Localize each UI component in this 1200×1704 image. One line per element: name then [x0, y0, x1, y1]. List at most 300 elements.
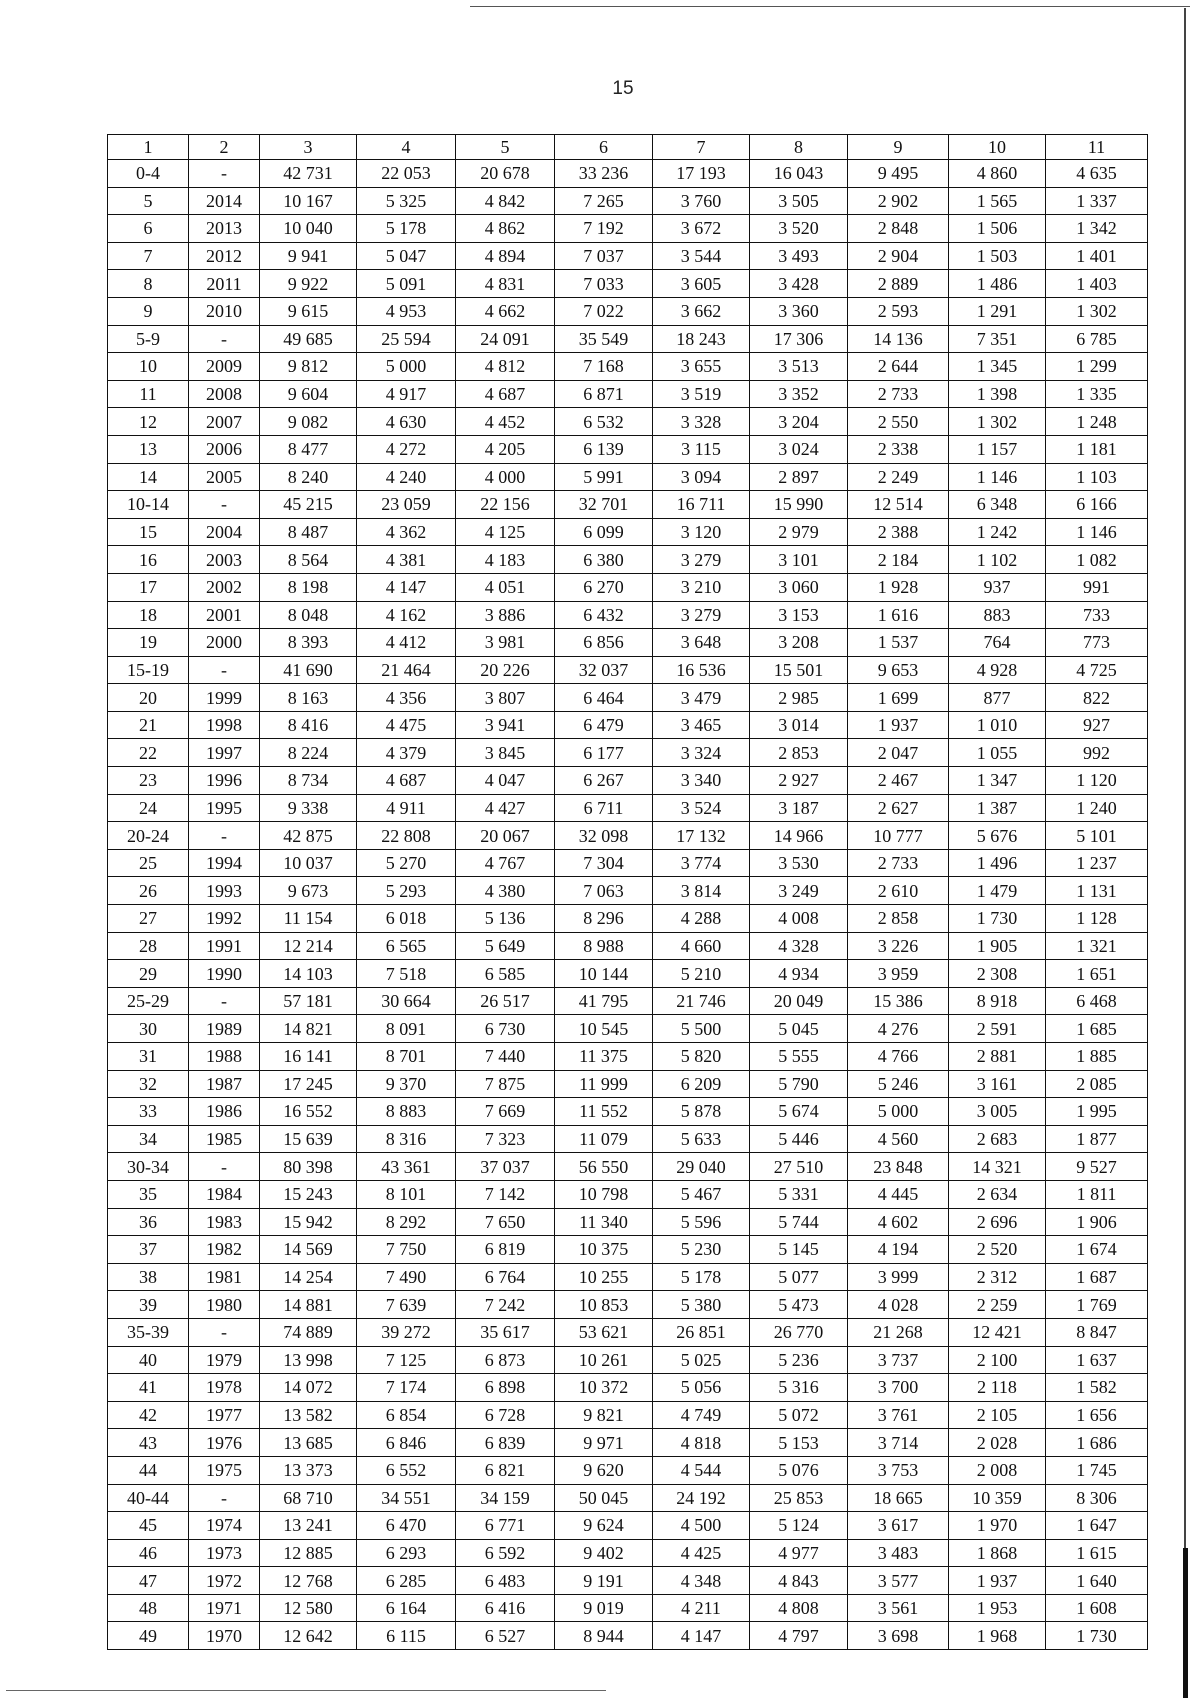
table-cell: 2 184	[848, 546, 949, 574]
table-cell: 4 808	[750, 1594, 848, 1622]
table-cell: 2 683	[949, 1125, 1046, 1153]
table-cell: 18	[108, 601, 189, 629]
table-cell: 1 565	[949, 187, 1046, 215]
table-cell: 20-24	[108, 822, 189, 850]
table-cell: 4 894	[456, 242, 555, 270]
table-row	[108, 1208, 1148, 1236]
table-cell: 3 981	[456, 629, 555, 657]
table-cell: 17 132	[653, 822, 750, 850]
scan-edge-bottom	[6, 1690, 606, 1691]
table-cell: 5 467	[653, 1180, 750, 1208]
table-cell: 1 582	[1046, 1374, 1148, 1402]
table-cell: 39	[108, 1291, 189, 1319]
table-cell: 7 037	[555, 242, 653, 270]
table-cell: 2 008	[949, 1456, 1046, 1484]
table-cell: 25	[108, 849, 189, 877]
table-cell: 5 878	[653, 1098, 750, 1126]
table-cell: 7 750	[357, 1236, 456, 1264]
table-cell: 1999	[189, 684, 260, 712]
table-cell: 43	[108, 1429, 189, 1457]
table-row	[108, 601, 1148, 629]
table-cell: 5 674	[750, 1098, 848, 1126]
table-cell: 9 402	[555, 1539, 653, 1567]
table-cell: 1 995	[1046, 1098, 1148, 1126]
table-cell: 24 192	[653, 1484, 750, 1512]
header-cell: 3	[260, 135, 357, 160]
table-cell: -	[189, 160, 260, 188]
table-row	[108, 160, 1148, 188]
table-cell: 22	[108, 739, 189, 767]
table-cell: 5 991	[555, 463, 653, 491]
table-cell: 5 091	[357, 270, 456, 298]
table-cell: 3 761	[848, 1401, 949, 1429]
table-cell: 1 248	[1046, 408, 1148, 436]
table-cell: 7 669	[456, 1098, 555, 1126]
table-cell: 7 168	[555, 353, 653, 381]
table-row	[108, 325, 1148, 353]
table-cell: 1 242	[949, 518, 1046, 546]
table-cell: 10 777	[848, 822, 949, 850]
table-cell: 5 178	[357, 215, 456, 243]
table-cell: 10-14	[108, 491, 189, 519]
table-row	[108, 1318, 1148, 1346]
table-cell: 3 519	[653, 380, 750, 408]
table-cell: 1981	[189, 1263, 260, 1291]
table-cell: 40-44	[108, 1484, 189, 1512]
table-cell: 13 582	[260, 1401, 357, 1429]
table-cell: 991	[1046, 573, 1148, 601]
table-cell: 3 753	[848, 1456, 949, 1484]
table-cell: 6 177	[555, 739, 653, 767]
table-cell: 14	[108, 463, 189, 491]
table-cell: 2 897	[750, 463, 848, 491]
table-row	[108, 1512, 1148, 1540]
table-row	[108, 1236, 1148, 1264]
table-cell: 4 288	[653, 905, 750, 933]
table-cell: 4 452	[456, 408, 555, 436]
table-cell: 3 161	[949, 1070, 1046, 1098]
table-cell: 12 214	[260, 932, 357, 960]
table-cell: 733	[1046, 601, 1148, 629]
table-cell: 7 174	[357, 1374, 456, 1402]
table-cell: 0-4	[108, 160, 189, 188]
table-cell: 15	[108, 518, 189, 546]
table-cell: 12 580	[260, 1594, 357, 1622]
table-cell: 6 728	[456, 1401, 555, 1429]
table-cell: 1972	[189, 1567, 260, 1595]
table-cell: 15 990	[750, 491, 848, 519]
table-cell: 8 224	[260, 739, 357, 767]
table-cell: 1982	[189, 1236, 260, 1264]
table-cell: 1 299	[1046, 353, 1148, 381]
table-cell: 764	[949, 629, 1046, 657]
table-cell: 7 022	[555, 297, 653, 325]
table-cell: 4 380	[456, 877, 555, 905]
table-cell: 2002	[189, 573, 260, 601]
table-cell: 43 361	[357, 1153, 456, 1181]
table-row	[108, 1125, 1148, 1153]
table-cell: 8 416	[260, 711, 357, 739]
table-row	[108, 1484, 1148, 1512]
table-cell: 9 527	[1046, 1153, 1148, 1181]
table-cell: 21	[108, 711, 189, 739]
table-cell: 1 637	[1046, 1346, 1148, 1374]
table-cell: 1 608	[1046, 1594, 1148, 1622]
table-cell: 12 642	[260, 1622, 357, 1650]
table-cell: 4 240	[357, 463, 456, 491]
table-cell: 2 593	[848, 297, 949, 325]
table-cell: 1993	[189, 877, 260, 905]
table-cell: 26 517	[456, 987, 555, 1015]
table-cell: 1978	[189, 1374, 260, 1402]
table-cell: 6 293	[357, 1539, 456, 1567]
table-row	[108, 1346, 1148, 1374]
table-cell: 11 375	[555, 1043, 653, 1071]
table-cell: 5 633	[653, 1125, 750, 1153]
table-cell: 3 530	[750, 849, 848, 877]
table-cell: 3 760	[653, 187, 750, 215]
table-cell: 2 312	[949, 1263, 1046, 1291]
table-cell: 14 821	[260, 1015, 357, 1043]
table-cell: 11 079	[555, 1125, 653, 1153]
table-cell: 3 845	[456, 739, 555, 767]
table-cell: 42 875	[260, 822, 357, 850]
table-cell: 4 162	[357, 601, 456, 629]
table-cell: 2 591	[949, 1015, 1046, 1043]
table-row	[108, 546, 1148, 574]
table-cell: 29	[108, 960, 189, 988]
table-cell: 9 812	[260, 353, 357, 381]
table-cell: -	[189, 656, 260, 684]
table-cell: 2 118	[949, 1374, 1046, 1402]
table-cell: 1 146	[1046, 518, 1148, 546]
table-cell: 4 425	[653, 1539, 750, 1567]
table-cell: 2 308	[949, 960, 1046, 988]
table-cell: 11 552	[555, 1098, 653, 1126]
table-cell: 937	[949, 573, 1046, 601]
table-cell: 29 040	[653, 1153, 750, 1181]
table-cell: 1 291	[949, 297, 1046, 325]
table-row	[108, 877, 1148, 905]
table-cell: 4 147	[357, 573, 456, 601]
table-cell: 10 261	[555, 1346, 653, 1374]
table-cell: 5 596	[653, 1208, 750, 1236]
table-cell: 13 241	[260, 1512, 357, 1540]
table-cell: 1 398	[949, 380, 1046, 408]
table-cell: 41 690	[260, 656, 357, 684]
table-cell: 1 479	[949, 877, 1046, 905]
table-cell: 5 649	[456, 932, 555, 960]
table-cell: 30	[108, 1015, 189, 1043]
table-cell: 1 953	[949, 1594, 1046, 1622]
table-cell: 3 465	[653, 711, 750, 739]
table-cell: 9 370	[357, 1070, 456, 1098]
table-cell: 4 183	[456, 546, 555, 574]
table-cell: 6 856	[555, 629, 653, 657]
table-cell: 24	[108, 794, 189, 822]
table-cell: 9	[108, 297, 189, 325]
table-cell: 41 795	[555, 987, 653, 1015]
table-cell: 25 594	[357, 325, 456, 353]
table-cell: 2003	[189, 546, 260, 574]
table-cell: 27 510	[750, 1153, 848, 1181]
table-cell: 24 091	[456, 325, 555, 353]
table-cell: 1 811	[1046, 1180, 1148, 1208]
table-cell: -	[189, 1318, 260, 1346]
table-cell: 7 063	[555, 877, 653, 905]
table-cell: 42 731	[260, 160, 357, 188]
table-cell: 3 698	[848, 1622, 949, 1650]
scan-edge-right-shadow	[1183, 1548, 1188, 1698]
table-cell: 1973	[189, 1539, 260, 1567]
table-row	[108, 1567, 1148, 1595]
table-cell: 7 490	[357, 1263, 456, 1291]
table-cell: 3 577	[848, 1567, 949, 1595]
table-row	[108, 1180, 1148, 1208]
table-cell: 9 019	[555, 1594, 653, 1622]
table-row	[108, 987, 1148, 1015]
table-cell: 23 059	[357, 491, 456, 519]
table-cell: 5	[108, 187, 189, 215]
table-cell: 4 000	[456, 463, 555, 491]
table-cell: 4 147	[653, 1622, 750, 1650]
table-cell: 4 475	[357, 711, 456, 739]
table-cell: 6 464	[555, 684, 653, 712]
table-cell: 35-39	[108, 1318, 189, 1346]
table-cell: 21 746	[653, 987, 750, 1015]
table-cell: 35 617	[456, 1318, 555, 1346]
table-cell: 4 205	[456, 435, 555, 463]
table-cell: 34 551	[357, 1484, 456, 1512]
table-cell: 2 085	[1046, 1070, 1148, 1098]
table-cell: 5 045	[750, 1015, 848, 1043]
table-cell: 5 293	[357, 877, 456, 905]
table-cell: 13 373	[260, 1456, 357, 1484]
table-cell: 5 000	[357, 353, 456, 381]
table-cell: 13 685	[260, 1429, 357, 1457]
table-cell: 4 362	[357, 518, 456, 546]
table-row	[108, 270, 1148, 298]
table-cell: 1 496	[949, 849, 1046, 877]
table-cell: 2004	[189, 518, 260, 546]
table-cell: 6	[108, 215, 189, 243]
table-cell: 1 055	[949, 739, 1046, 767]
table-cell: 8 988	[555, 932, 653, 960]
table-cell: 1 905	[949, 932, 1046, 960]
table-body	[108, 135, 1148, 1650]
table-cell: 5-9	[108, 325, 189, 353]
table-cell: 7 033	[555, 270, 653, 298]
table-cell: 20 226	[456, 656, 555, 684]
table-cell: 30-34	[108, 1153, 189, 1181]
table-cell: 2 249	[848, 463, 949, 491]
table-cell: 32 701	[555, 491, 653, 519]
table-cell: 1 769	[1046, 1291, 1148, 1319]
table-cell: 19	[108, 629, 189, 657]
table-cell: 5 076	[750, 1456, 848, 1484]
table-cell: 16	[108, 546, 189, 574]
table-cell: -	[189, 1484, 260, 1512]
table-cell: 8 487	[260, 518, 357, 546]
table-cell: 2 100	[949, 1346, 1046, 1374]
table-cell: 2 520	[949, 1236, 1046, 1264]
table-cell: 8 198	[260, 573, 357, 601]
table-cell: 20 049	[750, 987, 848, 1015]
table-cell: 6 846	[357, 1429, 456, 1457]
table-row	[108, 1070, 1148, 1098]
table-cell: 46	[108, 1539, 189, 1567]
table-cell: 14 103	[260, 960, 357, 988]
table-cell: 4 635	[1046, 160, 1148, 188]
table-cell: 3 208	[750, 629, 848, 657]
table-cell: 1980	[189, 1291, 260, 1319]
table-cell: 1 486	[949, 270, 1046, 298]
table-cell: 1 937	[848, 711, 949, 739]
table-cell: 14 254	[260, 1263, 357, 1291]
table-cell: 3 520	[750, 215, 848, 243]
table-cell: 2 889	[848, 270, 949, 298]
table-cell: 2 858	[848, 905, 949, 933]
table-cell: 4 797	[750, 1622, 848, 1650]
table-cell: 2 634	[949, 1180, 1046, 1208]
table-cell: 17 245	[260, 1070, 357, 1098]
table-cell: 3 005	[949, 1098, 1046, 1126]
table-cell: 10 255	[555, 1263, 653, 1291]
table-cell: 3 662	[653, 297, 750, 325]
table-cell: 6 764	[456, 1263, 555, 1291]
table-cell: 3 648	[653, 629, 750, 657]
table-cell: 6 270	[555, 573, 653, 601]
table-cell: 4 928	[949, 656, 1046, 684]
table-row	[108, 1401, 1148, 1429]
table-cell: 1986	[189, 1098, 260, 1126]
table-cell: 3 814	[653, 877, 750, 905]
table-cell: 5 230	[653, 1236, 750, 1264]
table-cell: 20 678	[456, 160, 555, 188]
table-cell: 7 440	[456, 1043, 555, 1071]
table-cell: 1 640	[1046, 1567, 1148, 1595]
table-cell: 10 545	[555, 1015, 653, 1043]
table-cell: 17 193	[653, 160, 750, 188]
table-cell: 3 886	[456, 601, 555, 629]
table-cell: 8 701	[357, 1043, 456, 1071]
table-cell: 3 714	[848, 1429, 949, 1457]
table-row	[108, 297, 1148, 325]
table-cell: 22 808	[357, 822, 456, 850]
table-cell: 9 495	[848, 160, 949, 188]
table-cell: 7 242	[456, 1291, 555, 1319]
table-row	[108, 1098, 1148, 1126]
table-cell: 9 624	[555, 1512, 653, 1540]
table-cell: 2 028	[949, 1429, 1046, 1457]
table-cell: 6 416	[456, 1594, 555, 1622]
table-cell: 1970	[189, 1622, 260, 1650]
table-cell: 6 730	[456, 1015, 555, 1043]
table-cell: 4 125	[456, 518, 555, 546]
table-cell: 1995	[189, 794, 260, 822]
table-cell: 2005	[189, 463, 260, 491]
table-cell: 9 082	[260, 408, 357, 436]
table-cell: 1 103	[1046, 463, 1148, 491]
table-cell: 2 927	[750, 767, 848, 795]
table-cell: 2 904	[848, 242, 949, 270]
table-cell: 1985	[189, 1125, 260, 1153]
table-cell: 14 321	[949, 1153, 1046, 1181]
table-cell: 1 146	[949, 463, 1046, 491]
table-cell: 4 356	[357, 684, 456, 712]
table-cell: 14 072	[260, 1374, 357, 1402]
table-cell: 3 226	[848, 932, 949, 960]
header-cell: 5	[456, 135, 555, 160]
table-header-row	[108, 135, 1148, 160]
table-cell: 2 881	[949, 1043, 1046, 1071]
table-cell: 1 131	[1046, 877, 1148, 905]
table-cell: 5 101	[1046, 822, 1148, 850]
header-cell: 4	[357, 135, 456, 160]
table-row	[108, 1263, 1148, 1291]
table-cell: 35 549	[555, 325, 653, 353]
table-cell: 5 077	[750, 1263, 848, 1291]
table-cell: 6 380	[555, 546, 653, 574]
table-cell: 2012	[189, 242, 260, 270]
table-cell: 32	[108, 1070, 189, 1098]
table-cell: 1 128	[1046, 905, 1148, 933]
table-cell: 26 851	[653, 1318, 750, 1346]
table-row	[108, 767, 1148, 795]
table-cell: 2 610	[848, 877, 949, 905]
table-cell: 2 467	[848, 767, 949, 795]
table-cell: 48	[108, 1594, 189, 1622]
table-row	[108, 905, 1148, 933]
table-cell: 3 524	[653, 794, 750, 822]
table-cell: 11 340	[555, 1208, 653, 1236]
table-cell: 3 060	[750, 573, 848, 601]
table-cell: 4 662	[456, 297, 555, 325]
table-cell: 15 942	[260, 1208, 357, 1236]
table-cell: 8 306	[1046, 1484, 1148, 1512]
table-cell: 1 506	[949, 215, 1046, 243]
table-cell: 1976	[189, 1429, 260, 1457]
table-row	[108, 1594, 1148, 1622]
table-cell: 3 428	[750, 270, 848, 298]
table-cell: 2001	[189, 601, 260, 629]
table-cell: 41	[108, 1374, 189, 1402]
table-cell: 4 977	[750, 1539, 848, 1567]
table-cell: 36	[108, 1208, 189, 1236]
table-cell: 4 725	[1046, 656, 1148, 684]
table-cell: 883	[949, 601, 1046, 629]
table-cell: 3 672	[653, 215, 750, 243]
table-cell: 3 513	[750, 353, 848, 381]
table-cell: -	[189, 822, 260, 850]
table-cell: 3 101	[750, 546, 848, 574]
table-cell: 1 730	[1046, 1622, 1148, 1650]
table-cell: 26 770	[750, 1318, 848, 1346]
table-cell: 1998	[189, 711, 260, 739]
table-cell: 74 889	[260, 1318, 357, 1346]
table-cell: 6 479	[555, 711, 653, 739]
table-cell: 15 243	[260, 1180, 357, 1208]
table-cell: 3 352	[750, 380, 848, 408]
table-cell: 1 685	[1046, 1015, 1148, 1043]
table-cell: 1 537	[848, 629, 949, 657]
table-cell: 6 871	[555, 380, 653, 408]
table-cell: 4 194	[848, 1236, 949, 1264]
table-cell: 6 115	[357, 1622, 456, 1650]
table-cell: 5 500	[653, 1015, 750, 1043]
table-cell: 1975	[189, 1456, 260, 1484]
table-cell: 3 479	[653, 684, 750, 712]
